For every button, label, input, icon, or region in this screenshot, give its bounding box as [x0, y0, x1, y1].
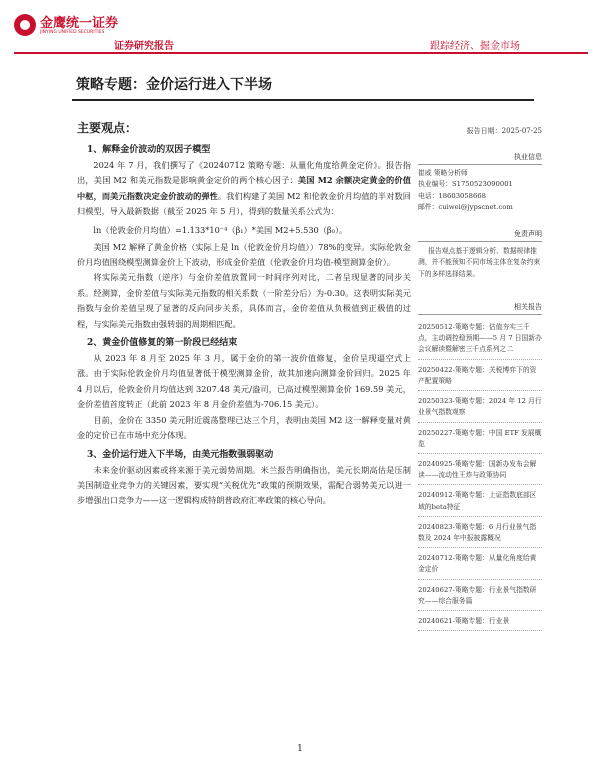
section-1-title: 1、解释金价波动的双因子模型 [87, 145, 211, 155]
s1-p1-text-a: 2024 年 7 月，我们撰写了《20240712 策略专题：从量化角度给黄金定价》。报告指出，美国 M2 和美元指数是影响黄金定价的两个核心因子： [77, 160, 411, 186]
page-title: 策略专题：金价运行进入下半场 [76, 77, 272, 93]
analyst-info-heading: 执业信息 [418, 152, 542, 165]
analyst-phone: 电话：18603058668 [418, 191, 486, 200]
header-slogan: 跟踪经济、掘金市场 [430, 41, 520, 52]
related-report-item[interactable]: 20240823-策略专题：6 月行业景气指数及 2024 年中报披露概况 [418, 517, 542, 548]
s1-p1-text-c: 。我们构建了美国 M2 和伦敦金价月均值的半对数回归模型，导入最新数据（截至 2025 年 5 月），得到的数量关系公式为： [77, 190, 411, 217]
section-2-title: 2、黄金价值修复的第一阶段已经结束 [87, 338, 238, 349]
section-2-paragraph-2: 目前，金价在 3350 美元附近震荡整理已达三个月，表明由美国 M2 这一解释变量对黄金的定价已在市场中充分体现。 [77, 414, 411, 441]
related-report-item[interactable]: 20240925-策略专题：国新办发布会解读——流动性王炸与政策协同 [418, 454, 542, 485]
section-3-title: 3、金价运行进入下半场，由美元指数强弱驱动 [87, 449, 274, 460]
section-1-paragraph-3: 将实际美元指数（逆序）与金价差值放置同一时间序列对比，二者呈现显著的同步关系。经测算，金价差值与实际美元指数的相关系数（一阶差分后）为-0.30。这表明实际美元指数与金价差值呈现了显著的反向同步关系，具体而言，金价差值从负极值到正极值的过程，与实际美元指数由强转弱的周期相匹配。 [77, 272, 411, 329]
report-type-label: 证券研究报告 [114, 41, 174, 52]
related-report-item[interactable]: 20250323-策略专题：2024 年 12 月行业景气指数观察 [418, 391, 542, 422]
section-2-paragraph-1: 从 2023 年 8 月至 2025 年 3 月，属于金价的第一波价值修复，金价呈现逼空式上涨。由于实际伦敦金价月均值显著低于模型测算金价，故其加速向测算金价回归。2025 年 4 月以后，伦敦金价月均值达到 3207.48 美元/盎司，已高过模型测算金价 169.59 美元，金价差值首度转正（此前 2023 年 8 月金价差值为-706.15 美元）。 [77, 353, 411, 410]
header-divider [14, 52, 588, 54]
sidebar [418, 126, 542, 631]
s1-p1-bold: 美国 M2 余额决定黄金的价值中枢，而美元指数决定金价波动的弹性 [77, 175, 411, 201]
title-divider [72, 99, 534, 101]
section-1-paragraph-2: 美国 M2 解释了黄金价格（实际上是 ln（伦敦金价月均值））78%的变异。实际伦敦金价月均值围绕模型测算金价上下波动，形成金价差值（伦敦金价月均值-模型测算金价）。 [77, 241, 411, 268]
analyst-email[interactable]: 邮件：cuiwei@jypscnet.com [418, 202, 513, 211]
disclaimer-text: 报告观点基于逻辑分析、数据规律推测，并不能预知不同市场主体在复杂约束下的多样选择结果。 [418, 247, 541, 278]
logo-english-name: JINYING UNIFIED SECURITIES [40, 30, 105, 35]
page-header [0, 0, 600, 56]
related-report-item[interactable]: 20240712-策略专题：从量化角度给黄金定价 [418, 548, 542, 579]
section-1-paragraph-1 [77, 158, 411, 220]
logo-name: 金鹰统一证券 [40, 16, 119, 31]
main-heading: 主要观点： [77, 121, 138, 135]
report-date: 报告日期：2025-07-25 [466, 127, 542, 135]
related-report-item[interactable]: 20240912-策略专题：上证指数底部区域的beta特征 [418, 485, 542, 516]
logo-mark-icon [14, 14, 36, 36]
section-3-paragraph-1: 未来金价驱动因素或将来源于美元弱势周期。米兰报告明确指出，美元长期高估是压制美国制造业竞争力的关键因素，要实现“关税优先”政策的预期效果，需配合弱势美元以进一步增强出口竞争力——这一逻辑构成特朗普政府汇率政策的核心导向。 [77, 464, 411, 506]
related-report-item[interactable]: 20240627-策略专题：行业景气指数研究——综合服务篇 [418, 580, 542, 611]
related-report-item[interactable]: 20250512-策略专题：估值夯实三千点，主动调控稳预期——5 月 7 日国新办会议解读暨解密三千点系列之二 [418, 317, 542, 360]
related-report-item[interactable]: 20250227-策略专题：中国 ETF 发展概览 [418, 423, 542, 454]
main-content [77, 119, 411, 509]
analyst-license: 执业编号：S1750523090001 [418, 180, 513, 189]
disclaimer-heading: 免责声明 [418, 229, 542, 242]
related-reports-list [418, 317, 542, 631]
analyst-info [418, 168, 542, 213]
related-report-item[interactable]: 20250422-策略专题：关税博弈下的资产配置策略 [418, 360, 542, 391]
company-logo [14, 12, 119, 42]
related-reports-heading: 相关报告 [418, 302, 542, 315]
analyst-name: 崔威 策略分析师 [418, 169, 468, 177]
related-report-item[interactable]: 20240621-策略专题：行业景 [418, 611, 542, 631]
regression-formula: ln（伦敦金价月均值）=1.133*10⁻⁴（β₁）*美国 M2+5.530（β₀）。 [93, 224, 348, 235]
page-number: 1 [297, 744, 303, 754]
